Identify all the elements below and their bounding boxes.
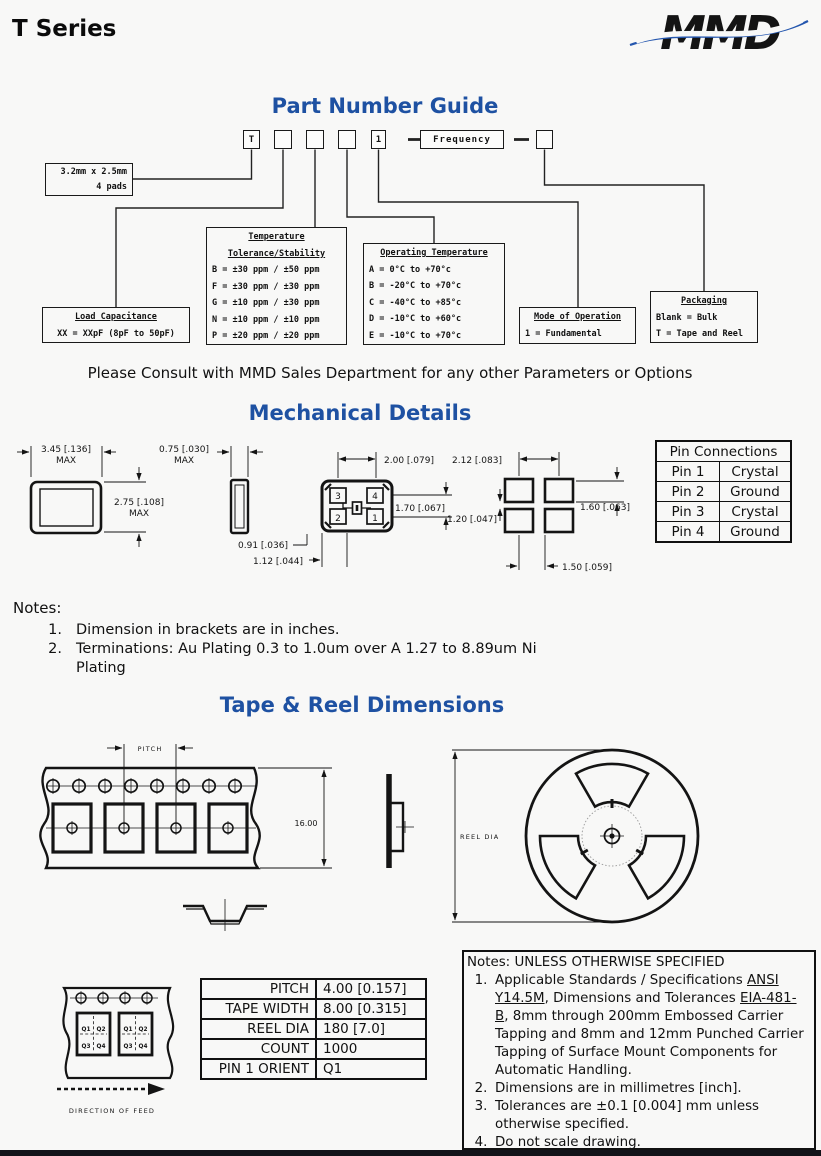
- quadrant-q2: Q2: [96, 1027, 106, 1033]
- dim-land-height: 1.60 [.063]: [580, 503, 630, 513]
- quadrant-q3-2: Q3: [123, 1044, 133, 1050]
- mode-of-operation-box: Mode of Operation 1 = Fundamental: [519, 307, 636, 344]
- pad-number-1: 1: [372, 514, 378, 524]
- dim-land-gap-x: 1.50 [.059]: [562, 563, 612, 573]
- consult-note: Please Consult with MMD Sales Department for any other Parameters or Options: [87, 364, 693, 382]
- quadrant-q1-2: Q1: [123, 1027, 133, 1033]
- tape-detail-drawing: [57, 988, 173, 1095]
- pin-connections-header: Pin Connections: [656, 441, 791, 462]
- page-title: T Series: [12, 16, 117, 42]
- dim-body-height: 2.75 [.108]: [114, 498, 164, 508]
- table-row: PIN 1 ORIENT Q1: [201, 1059, 426, 1079]
- size-note-box: 3.2mm x 2.5mm 4 pads: [45, 163, 133, 196]
- front-view-drawing: [17, 446, 146, 547]
- list-item: 2. Terminations: Au Plating 0.3 to 1.0um over A 1.27 to 8.89um Ni Plating: [48, 641, 537, 676]
- table-row: Pin 2 Ground: [656, 482, 791, 502]
- dim-pad-pitch-y: 1.70 [.067]: [395, 504, 445, 514]
- mmd-logo: [628, 6, 810, 62]
- list-item: 3. Tolerances are ±0.1 [0.004] mm unless otherwise specified.: [474, 1099, 760, 1132]
- dim-pad-pitch-x: 2.00 [.079]: [384, 456, 434, 466]
- pitch-label: PITCH: [137, 745, 163, 753]
- part-number-guide-title: Part Number Guide: [271, 94, 499, 118]
- reel-dia-label: REEL DIA: [460, 833, 500, 841]
- tape-reel-notes-box: [462, 950, 816, 1150]
- pad-number-4: 4: [372, 492, 378, 502]
- pn-box-mode: 1: [371, 130, 386, 149]
- tape-reel-title: Tape & Reel Dimensions: [219, 693, 505, 717]
- tape-reel-spec-table: [200, 978, 427, 1080]
- pn-box-load-cap: [274, 130, 292, 149]
- pn-box-packaging: [536, 130, 553, 149]
- table-row: PITCH 4.00 [0.157]: [201, 979, 426, 999]
- dim-max-1: MAX: [55, 456, 77, 466]
- mech-notes-label: Notes:: [13, 599, 62, 617]
- operating-temperature-box: Operating Temperature A = 0°C to +70°c B = -20°C to +70°c C = -40°C to +85°c D = -10°C to +60°c E = -10°C to +70°c: [363, 243, 505, 345]
- dim-body-thickness: 0.75 [.030]: [159, 445, 209, 455]
- tape-side-profile: [389, 774, 414, 868]
- table-row: REEL DIA 180 [7.0]: [201, 1019, 426, 1039]
- list-item: 1. Dimension in brackets are in inches.: [48, 622, 340, 638]
- pocket-cross-section: [183, 899, 267, 931]
- table-row: Pin 1 Crystal: [656, 462, 791, 482]
- list-item: 2. Dimensions are in millimetres [inch].: [474, 1081, 742, 1096]
- load-capacitance-box: Load Capacitance XX = XXpF (8pF to 50pF): [42, 307, 190, 343]
- pn-box-op-temp: [338, 130, 356, 149]
- dim-pad-inset-y: 0.91 [.036]: [238, 541, 288, 551]
- table-row: Pin 4 Ground: [656, 522, 791, 543]
- tape-width-dim-label: 16.00: [294, 819, 318, 828]
- table-row: COUNT 1000: [201, 1039, 426, 1059]
- quadrant-q3: Q3: [81, 1044, 91, 1050]
- dim-land-gap-y: 1.20 [.047]: [447, 515, 497, 525]
- mech-notes-list: [42, 621, 587, 678]
- table-row: Pin 3 Crystal: [656, 502, 791, 522]
- pad-number-2: 2: [335, 514, 341, 524]
- quadrant-q4: Q4: [96, 1044, 106, 1050]
- dim-land-pitch-x: 2.12 [.083]: [452, 456, 502, 466]
- dim-max-2: MAX: [128, 509, 150, 519]
- pad-number-3: 3: [335, 492, 341, 502]
- tape-strip-drawing: [40, 744, 332, 868]
- pn-box-frequency: Frequency: [420, 130, 504, 149]
- page-bottom-edge: [0, 1150, 821, 1156]
- list-item: 4. Do not scale drawing.: [474, 1135, 641, 1150]
- notes-box-header: Notes: UNLESS OTHERWISE SPECIFIED: [467, 955, 725, 970]
- mmd-logo-text: MMD: [660, 6, 778, 60]
- list-item: 1. Applicable Standards / Specifications ANSI Y14.5M, Dimensions and Tolerances EIA-481-B, 8mm through 200mm Embossed Carrier Tapping and 8mm and 12mm Punched Carrier Tapping of Surface Mount Components for Automatic Handling.: [474, 973, 804, 1078]
- pn-box-tolerance: [306, 130, 324, 149]
- pn-box-series: T: [243, 130, 260, 149]
- packaging-box: Packaging Blank = Bulk T = Tape and Reel: [650, 291, 758, 343]
- dim-pad-inset-x: 1.12 [.044]: [253, 557, 303, 567]
- side-view-drawing: [217, 446, 263, 533]
- table-row: TAPE WIDTH 8.00 [0.315]: [201, 999, 426, 1019]
- pin-connections-table: [655, 440, 792, 543]
- mechanical-details-title: Mechanical Details: [248, 401, 472, 425]
- dim-max-3: MAX: [173, 456, 195, 466]
- quadrant-q1: Q1: [81, 1027, 91, 1033]
- quadrant-q2-2: Q2: [138, 1027, 148, 1033]
- temperature-tolerance-box: Temperature Tolerance/Stability B = ±30 ppm / ±50 ppm F = ±30 ppm / ±30 ppm G = ±10 ppm / ±30 ppm N = ±10 ppm / ±10 ppm P = ±20 ppm / ±20 ppm: [206, 227, 347, 345]
- quadrant-q4-2: Q4: [138, 1044, 148, 1050]
- direction-of-feed-label: DIRECTION OF FEED: [68, 1107, 156, 1115]
- dim-body-width: 3.45 [.136]: [41, 445, 91, 455]
